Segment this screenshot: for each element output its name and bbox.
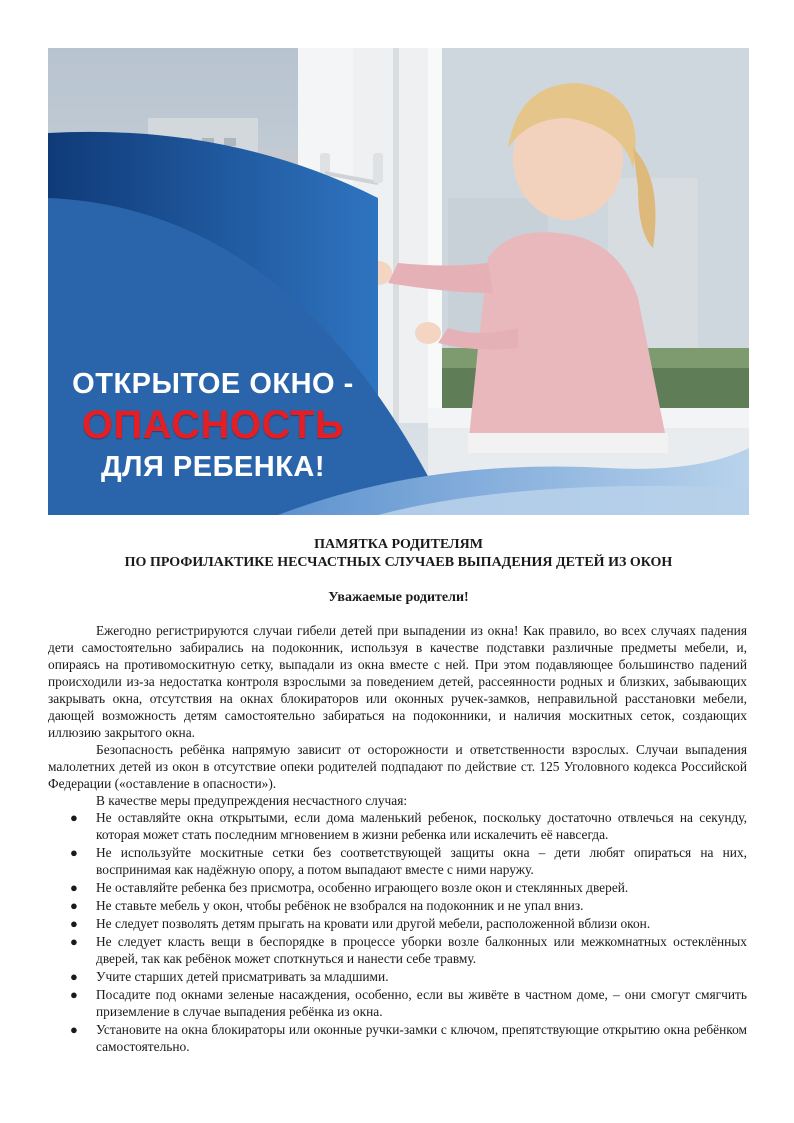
- bullet-icon: ●: [70, 898, 78, 913]
- bullet-icon: ●: [70, 916, 78, 931]
- list-item: ● Не используйте москитные сетки без соответствующей защиты окна – дети любят опираться на них, воспринимая как надёжную опору, а потом выпадают вместе с ними наружу.: [70, 845, 747, 877]
- paragraph-measures: В качестве меры предупреждения несчастного случая:: [96, 793, 408, 808]
- list-item: ● Не следует позволять детям прыгать на кровати или другой мебели, расположенной вблизи окон.: [70, 916, 651, 931]
- bullet-icon: ●: [70, 880, 78, 895]
- bullet-icon: ●: [70, 845, 78, 860]
- list-item: ● Не оставляйте ребенка без присмотра, особенно играющего возле окон и стеклянных дверей.: [70, 880, 629, 895]
- list-item: ● Посадите под окнами зеленые насаждения, особенно, если вы живёте в частном доме, – они смогут смягчить приземление в случае выпадения ребёнка из окна.: [70, 987, 747, 1019]
- bullet-icon: ●: [70, 934, 78, 949]
- list-item: ● Установите на окна блокираторы или оконные ручки-замки с ключом, препятствующие открытию окна ребёнком самостоятельно.: [70, 1022, 747, 1054]
- bullet-icon: ●: [70, 969, 78, 984]
- bullet-icon: ●: [70, 1022, 78, 1037]
- list-item: ● Учите старших детей присматривать за младшими.: [70, 969, 389, 984]
- precautions-list: [48, 809, 747, 1055]
- poster-banner: [48, 48, 749, 515]
- document-title-line2: ПО ПРОФИЛАКТИКЕ НЕСЧАСТНЫХ СЛУЧАЕВ ВЫПАДЕНИЯ ДЕТЕЙ ИЗ ОКОН: [124, 555, 673, 570]
- bullet-icon: ●: [70, 810, 78, 825]
- paragraph-safety: Безопасность ребёнка напрямую зависит от осторожности и ответственности взрослых. Случаи выпадения малолетних детей из окон в отсутствие опеки родителей подпадают по действие ст. 125 Уголовного кодекса Российской Федерации («оставление в опасности»).: [48, 742, 747, 791]
- banner-headline-line1: ОТКРЫТОЕ ОКНО -: [72, 368, 354, 400]
- greeting-heading: Уважаемые родители!: [328, 590, 469, 605]
- list-item: ● Не следует класть вещи в беспорядке в процессе уборки возле балконных или межкомнатных остеклённых дверей, так как ребёнок может споткнуться и нанести себе травму.: [70, 934, 747, 966]
- banner-headline-danger: ОПАСНОСТЬ: [81, 403, 345, 447]
- document-title-line1: ПАМЯТКА РОДИТЕЛЯМ: [314, 537, 483, 552]
- list-item: ● Не оставляйте окна открытыми, если дома маленький ребенок, поскольку достаточно отвлечься на секунду, которая может стать последним мгновением в жизни ребенка или искалечить её навсегда.: [70, 810, 747, 842]
- bullet-icon: ●: [70, 987, 78, 1002]
- memo-body: [48, 622, 747, 1056]
- paragraph-intro: Ежегодно регистрируются случаи гибели детей при выпадении из окна! Как правило, во всех случаях падения дети самостоятельно забирались на подоконник, используя в качестве подставки различные предметы мебели, и, опираясь на противомоскитную сетку, выпадали из окна вместе с ней. При этом подавляющее большинство падений происходили из-за недостатка контроля взрослыми за поведением детей, рассеянности родных и близких, забывающих закрывать окна, отсутствия на окнах блокираторов или оконных ручек-замков, неправильной расстановки мебели, дающей возможность детям самостоятельно забираться на подоконники, и наличия москитных сеток, создающих иллюзию закрытого окна.: [48, 623, 747, 740]
- banner-headline-line3: ДЛЯ РЕБЕНКА!: [100, 451, 326, 483]
- list-item: ● Не ставьте мебель у окон, чтобы ребёнок не взобрался на подоконник и не упал вниз.: [70, 898, 584, 913]
